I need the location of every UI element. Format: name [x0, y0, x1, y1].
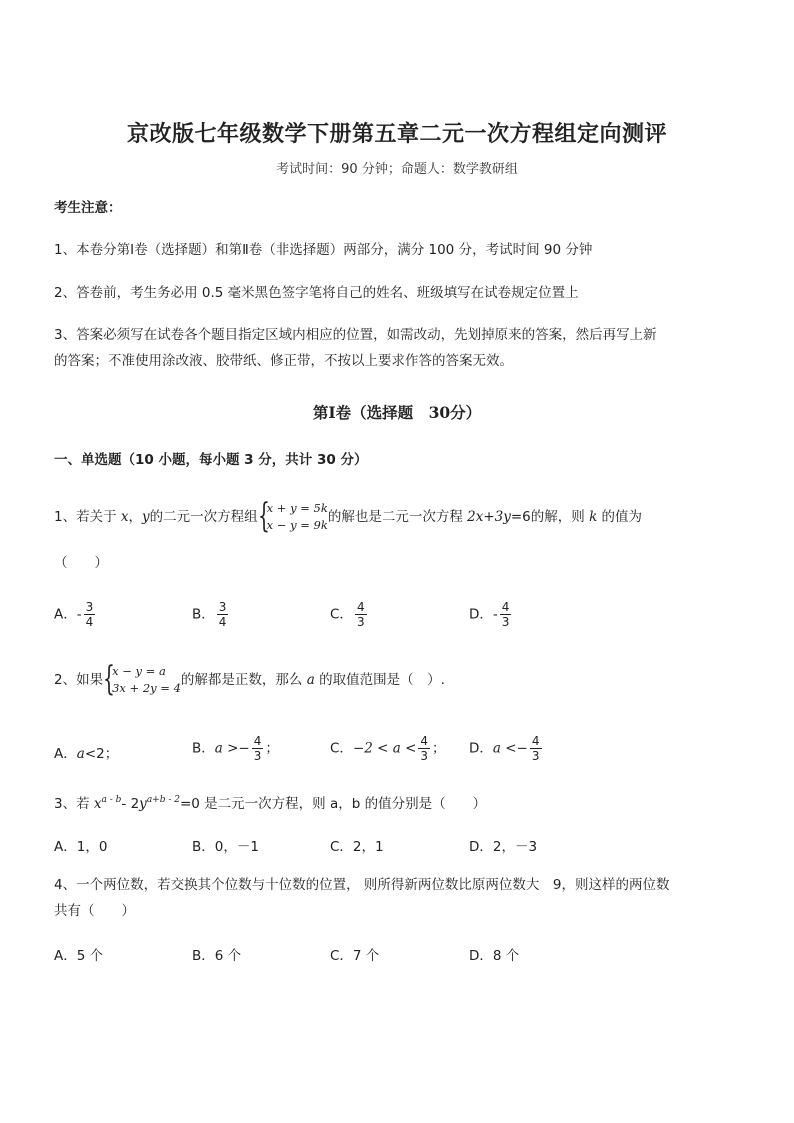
section-title: 第Ⅰ卷（选择题 30分） [312, 403, 482, 422]
question-4-line-1: 4、一个两位数，若交换其个位数与十位数的位置， 则所得新两位数比原两位数大 9，则这样的两位数 [54, 877, 670, 893]
notice-item-1: 1、本卷分第Ⅰ卷（选择题）和第Ⅱ卷（非选择题）两部分，满分 100 分，考试时间 90 分钟 [54, 242, 593, 258]
page-subtitle: 考试时间：90 分钟；命题人：数学教研组 [276, 162, 518, 177]
question-1-paren: （ ） [54, 555, 108, 571]
q1-option-a[interactable]: A．- $\frac{3}{4}$ [54, 600, 94, 629]
part-title: 一、单选题（10 小题，每小题 3 分，共计 30 分） [54, 452, 368, 468]
q3-option-a[interactable]: A．1，0 [54, 839, 108, 855]
q1-option-b[interactable]: B． $\frac{3}{4}$ [192, 600, 227, 629]
equation-system-2: { x − y = a 3x + 2y = 4 [103, 659, 181, 699]
notice-item-2: 2、答卷前，考生务必用 0.5 毫米黑色签字笔将自己的姓名、班级填写在试卷规定位置上 [54, 285, 579, 301]
q2-option-b[interactable]: B．a >− $\frac{4}{3}$ ； [192, 734, 279, 763]
q1-option-d[interactable]: D．- $\frac{4}{3}$ [469, 600, 510, 629]
question-4-line-2: 共有（ ） [54, 903, 135, 919]
q4-option-c[interactable]: C．7 个 [330, 948, 380, 964]
q4-option-a[interactable]: A．5 个 [54, 948, 104, 964]
q3-option-c[interactable]: C．2，1 [330, 839, 384, 855]
question-1: 1、若关于 x，y的二元一次方程组 { x + y = 5k x − y = 9k 的解也是二元一次方程 2x+3y=6的解，则 k 的值为 [54, 496, 643, 536]
page-title: 京改版七年级数学下册第五章二元一次方程组定向测评 [126, 121, 667, 147]
question-3: 3、若 $x^{a - b}-$ $2y^{a+b - 2}=0$ 是二元一次方程，则 a，b 的值分别是（ ） [54, 795, 487, 812]
q4-option-b[interactable]: B．6 个 [192, 948, 242, 964]
q3-option-b[interactable]: B．0，－1 [192, 839, 259, 855]
q1-option-c[interactable]: C． $\frac{4}{3}$ [330, 600, 365, 629]
q2-option-c[interactable]: C．−2 < a < $\frac{4}{3}$ ； [330, 734, 446, 763]
q4-option-d[interactable]: D．8 个 [469, 948, 520, 964]
notice-item-3: 3、答案必须写在试卷各个题目指定区域内相应的位置，如需改动，先划掉原来的答案，然后再写上新 [54, 327, 657, 343]
notice-item-3-cont: 的答案；不准使用涂改液、胶带纸、修正带，不按以上要求作答的答案无效。 [54, 353, 513, 369]
q2-option-d[interactable]: D．a <− $\frac{4}{3}$ [469, 734, 540, 763]
question-2: 2、如果 { x − y = a 3x + 2y = 4 的解都是正数，那么 a 的取值范围是（ ）. [54, 659, 445, 699]
equation-system-1: { x + y = 5k x − y = 9k [257, 496, 328, 536]
notice-heading: 考生注意： [54, 200, 122, 216]
q2-option-a[interactable]: A．a<2； [54, 746, 119, 762]
q3-option-d[interactable]: D．2，－3 [469, 839, 538, 855]
